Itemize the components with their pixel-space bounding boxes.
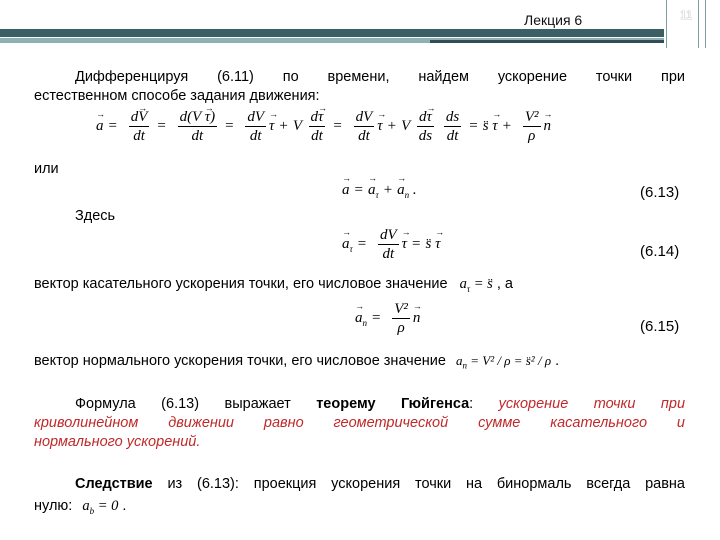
- equation-6-13: → $a =\to a_\tau +\to a_n$ .: [342, 182, 417, 200]
- theorem-text: нормального ускорений.: [34, 434, 201, 450]
- text-span: вектор нормального ускорения точки, его числовое значение: [34, 353, 446, 369]
- paragraph-line: [75, 395, 685, 413]
- equation-acceleration: → a = $\frac{d\to V}{dt}$ = $\frac{d(V \to \tau)}{dt}$ = $\frac{dV}{dt}$ → τ + V $\frac{d\to \tau}{dt}$ = $\frac{dV}{dt}$ → τ + V $\frac{d\to \tau}{ds}$ $\frac{ds}{dt}$ = s̈ → τ + $\frac{\text{V²}}{\rho}$ → n: [96, 108, 551, 145]
- paragraph-line: Здесь: [75, 208, 116, 224]
- paragraph-line: [34, 497, 126, 520]
- equation-6-15: → $a_n$ = $\frac{\text{V²}}{\rho}$ → n: [355, 300, 420, 337]
- inline-math: $a_\tau$ = s̈: [459, 276, 493, 294]
- inline-math: $a_n = V^2 / \rho$ = s̈² / ρ: [456, 353, 552, 371]
- equation-6-14: → $a_\tau$ = $\frac{dV}{dt}$ → τ = s̈ → τ: [342, 226, 440, 263]
- text-span: :: [469, 396, 474, 412]
- text-span: .: [555, 353, 560, 369]
- page-number: 11: [680, 8, 693, 22]
- text-span: Формула (6.13) выражает: [75, 396, 291, 412]
- paragraph-line: Дифференцируя (6.11) по времени, найдем ускорение точки при: [75, 69, 685, 85]
- slide-title: Лекция 6: [524, 12, 583, 28]
- paragraph-line: или: [34, 161, 59, 177]
- paragraph-line: [75, 475, 685, 493]
- text-span: , а: [496, 276, 513, 292]
- theorem-name: теорему Гюйгенса: [316, 396, 470, 412]
- equation-number: (6.15): [640, 318, 680, 335]
- equation-number: (6.14): [640, 243, 680, 260]
- text-span: вектор касательного ускорения точки, его числовое значение: [34, 276, 448, 292]
- header-bar-accent: [430, 40, 664, 43]
- text-span: .: [122, 498, 127, 514]
- corollary-label: Следствие: [75, 476, 153, 492]
- theorem-text: ускорение точки при: [498, 396, 686, 412]
- text-span: нулю:: [34, 498, 73, 514]
- paragraph-line: [34, 352, 559, 375]
- header-divider: [705, 0, 706, 48]
- header-divider: [698, 0, 699, 48]
- inline-math: $a_b = 0$: [82, 498, 119, 516]
- header-divider: [666, 0, 667, 48]
- theorem-text: криволинейном движении равно геометрической сумме касательного и: [34, 415, 685, 431]
- paragraph-line: естественном способе задания движения:: [34, 88, 320, 104]
- equation-number: (6.13): [640, 184, 680, 201]
- header-bar: [0, 29, 664, 37]
- text-span: из (6.13): проекция ускорения точки на бинормаль всегда равна: [167, 476, 686, 492]
- paragraph-line: [34, 275, 513, 298]
